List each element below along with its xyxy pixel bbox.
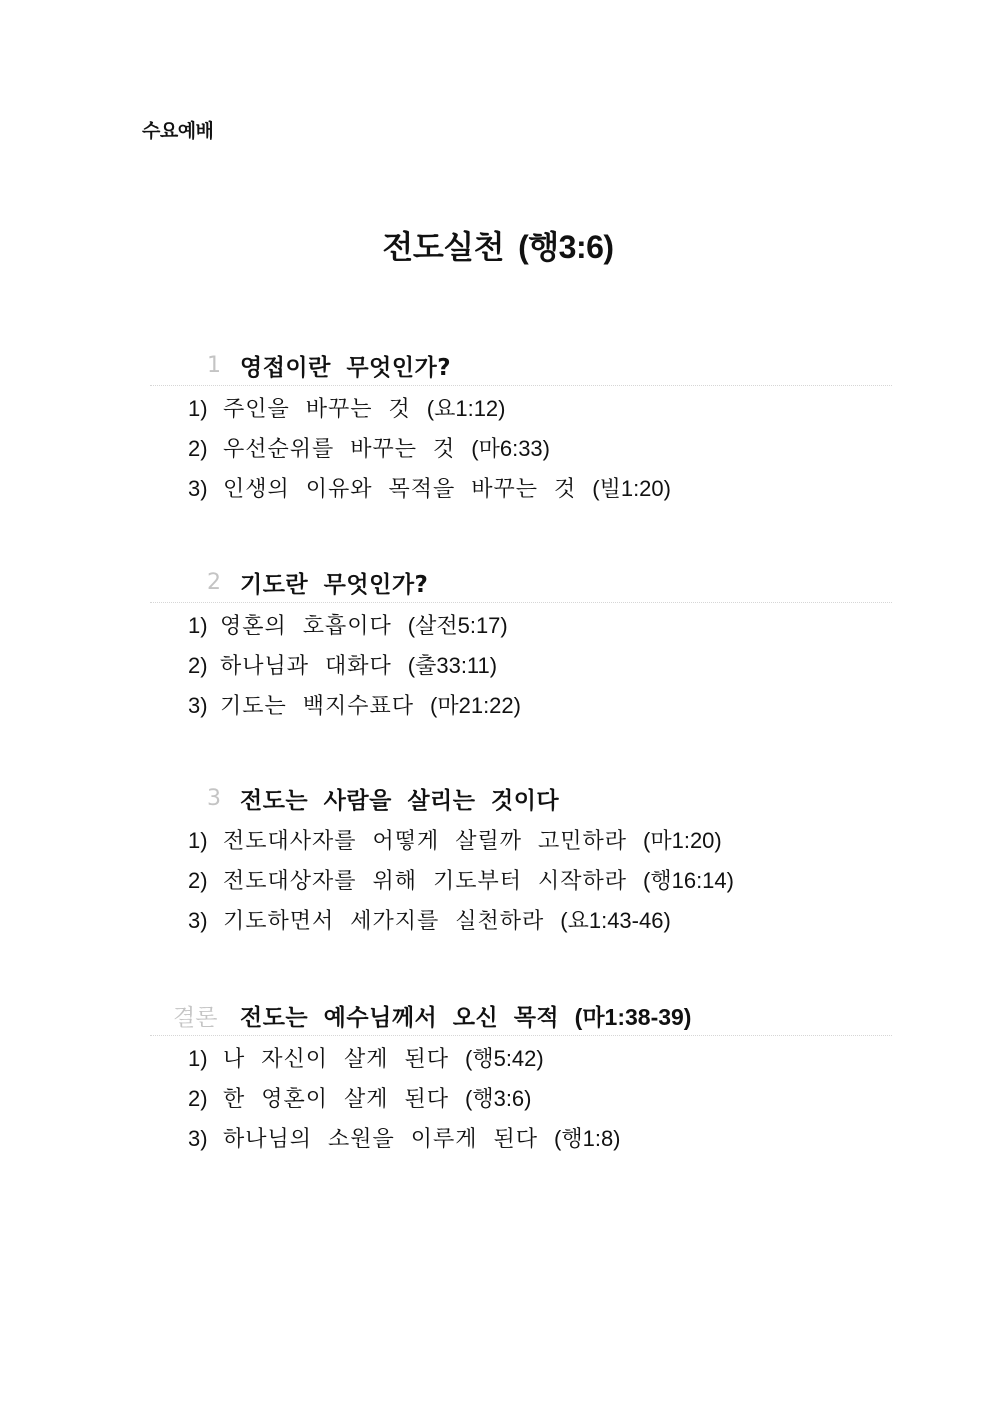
list-item: [150, 683, 892, 723]
item-reference: (행3:6): [465, 1086, 532, 1111]
sermon-title-text: 전도실천: [382, 228, 505, 266]
item-body: 하나님과 대화다: [220, 654, 392, 679]
list-item: [150, 898, 892, 938]
item-number: 1): [188, 613, 208, 638]
conclusion-heading: [150, 995, 892, 1036]
item-body: 주인을 바꾸는 것: [223, 397, 411, 422]
list-item: [150, 1076, 892, 1116]
section-3-number: 3: [207, 786, 221, 811]
list-item: [150, 858, 892, 898]
conclusion-label: 결론: [173, 1005, 218, 1031]
item-text: [223, 864, 734, 895]
item-reference: (행16:14): [643, 868, 734, 893]
item-body: 전도대상자를 위해 기도부터 시작하라: [223, 869, 628, 894]
list-item: [150, 426, 892, 466]
conclusion-title: [240, 999, 691, 1032]
conclusion-title-reference: (마1:38-39): [574, 1004, 692, 1030]
item-body: 기도는 백지수표다: [220, 694, 415, 719]
list-item: [150, 386, 892, 426]
item-body: 영혼의 호흡이다: [220, 614, 392, 639]
conclusion-list: [150, 1036, 892, 1156]
service-label: 수요예배: [142, 120, 214, 142]
section-3-heading: [150, 778, 892, 818]
section-1-number: 1: [207, 353, 221, 378]
list-item: [150, 603, 892, 643]
item-text: [220, 649, 497, 680]
item-body: 나 자신이 살게 된다: [223, 1047, 449, 1072]
item-body: 전도대사자를 어떻게 살릴까 고민하라: [223, 829, 628, 854]
item-text: [220, 689, 521, 720]
section-3: [150, 778, 892, 938]
item-number: 3): [188, 908, 208, 933]
item-number: 2): [188, 1086, 208, 1111]
item-reference: (마21:22): [430, 693, 521, 718]
item-text: [223, 1042, 544, 1073]
item-number: 2): [188, 653, 208, 678]
section-1-heading: [150, 345, 892, 386]
item-reference: (행1:8): [554, 1126, 621, 1151]
item-text: [223, 392, 506, 423]
item-text: [220, 609, 508, 640]
item-reference: (출33:11): [407, 653, 498, 678]
section-1: [150, 345, 892, 506]
section-2: [150, 562, 892, 723]
item-reference: (행5:42): [465, 1046, 544, 1071]
item-number: 1): [188, 1046, 208, 1071]
item-text: [223, 432, 550, 463]
item-reference: (요1:12): [426, 396, 506, 421]
item-number: 3): [188, 1126, 208, 1151]
item-text: [223, 904, 671, 935]
item-body: 기도하면서 세가지를 실천하라: [223, 909, 545, 934]
list-item: [150, 818, 892, 858]
section-2-title: 기도란 무엇인가?: [240, 572, 429, 598]
list-item: [150, 1116, 892, 1156]
item-text: [223, 1122, 621, 1153]
section-1-title: 영접이란 무엇인가?: [240, 355, 452, 381]
section-3-list: [150, 818, 892, 938]
list-item: [150, 1036, 892, 1076]
item-reference: (마1:20): [643, 828, 722, 853]
item-text: [223, 1082, 532, 1113]
section-2-heading: [150, 562, 892, 603]
item-number: 3): [188, 476, 208, 501]
item-number: 2): [188, 436, 208, 461]
item-text: [223, 824, 722, 855]
section-2-list: [150, 603, 892, 723]
list-item: [150, 643, 892, 683]
item-reference: (요1:43-46): [560, 908, 671, 933]
item-reference: (빌1:20): [592, 476, 671, 501]
item-body: 한 영혼이 살게 된다: [223, 1087, 449, 1112]
item-number: 1): [188, 396, 208, 421]
item-reference: (살전5:17): [407, 613, 508, 638]
item-body: 인생의 이유와 목적을 바꾸는 것: [223, 477, 577, 502]
section-2-number: 2: [207, 570, 221, 595]
item-body: 하나님의 소원을 이루게 된다: [223, 1127, 539, 1152]
conclusion-title-text: 전도는 예수님께서 오신 목적: [240, 1005, 560, 1031]
item-body: 우선순위를 바꾸는 것: [223, 437, 456, 462]
sermon-title: [0, 222, 996, 268]
item-number: 2): [188, 868, 208, 893]
section-conclusion: [150, 995, 892, 1156]
item-reference: (마6:33): [471, 436, 550, 461]
list-item: [150, 466, 892, 506]
sermon-title-reference: (행3:6): [518, 229, 614, 265]
item-number: 3): [188, 693, 208, 718]
section-3-title: 전도는 사람을 살리는 것이다: [240, 788, 560, 814]
item-number: 1): [188, 828, 208, 853]
section-1-list: [150, 386, 892, 506]
item-text: [223, 472, 671, 503]
